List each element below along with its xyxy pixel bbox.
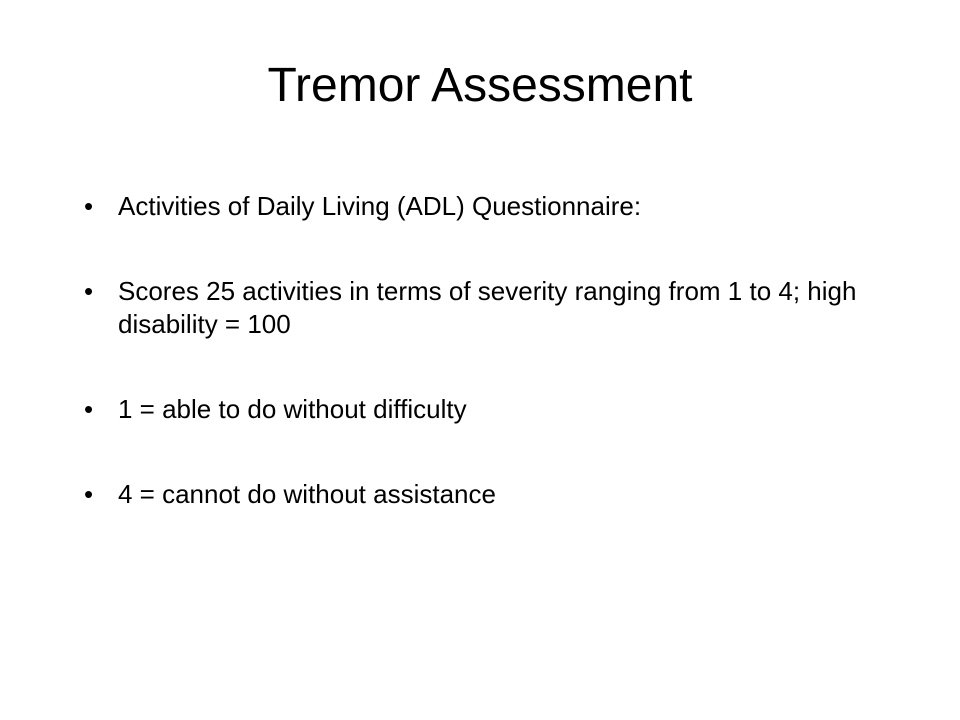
- bullet-icon: •: [84, 191, 94, 221]
- bullet-item: [84, 190, 884, 223]
- bullet-icon: •: [84, 276, 94, 306]
- bullet-text: Scores 25 activities in terms of severity ranging from 1 to 4; high disability = 100: [118, 276, 857, 339]
- bullet-text: 1 = able to do without difficulty: [118, 394, 467, 424]
- slide-title: Tremor Assessment: [267, 59, 693, 112]
- bullet-item: [84, 393, 884, 426]
- bullet-text: 4 = cannot do without assistance: [118, 479, 496, 509]
- bullet-icon: •: [84, 394, 94, 424]
- bullet-item: [84, 275, 884, 341]
- bullet-icon: •: [84, 479, 94, 509]
- bullet-list: [84, 190, 884, 563]
- bullet-text: Activities of Daily Living (ADL) Questionnaire:: [118, 191, 642, 221]
- bullet-item: [84, 478, 884, 511]
